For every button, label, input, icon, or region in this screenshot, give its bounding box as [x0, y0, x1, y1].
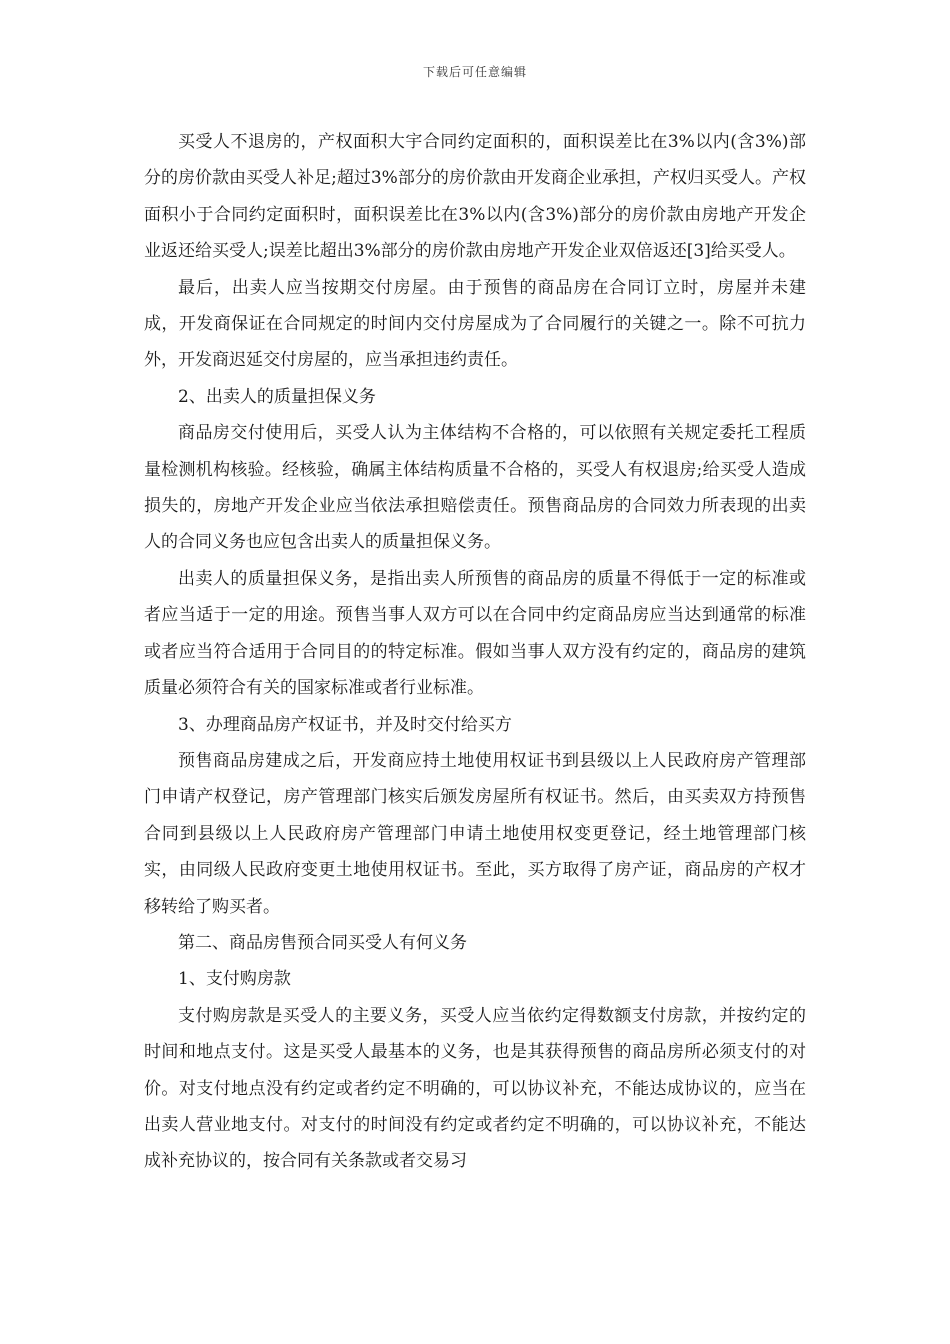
section-heading-quality-guarantee: 2、出卖人的质量担保义务 — [178, 386, 376, 407]
paragraph-structure-inspection: 商品房交付使用后，买受人认为主体结构不合格的，可以依照有关规定委托工程质量检测机构核验。经核验，确属主体结构质量不合格的，买受人有权退房;给买受人造成损失的，房地产开发企业应当依法承担赔偿责任。预售商品房的合同效力所表现的出卖人的合同义务也应包含出卖人的质量担保义务。 — [144, 423, 806, 553]
paragraph-quality-standard: 出卖人的质量担保义务，是指出卖人所预售的商品房的质量不得低于一定的标准或者应当适于一定的用途。预售当事人双方可以在合同中约定商品房应当达到通常的标准或者应当符合适用于合同目的的特定标准。假如当事人双方没有约定的，商品房的建筑质量必须符合有关的国家标准或者行业标准。 — [144, 568, 806, 699]
section-heading-property-certificate: 3、办理商品房产权证书，并及时交付给买方 — [178, 714, 512, 735]
section-heading-buyer-obligations: 第二、商品房售预合同买受人有何义务 — [178, 932, 467, 953]
page-header: 下载后可任意编辑 — [422, 65, 527, 79]
paragraph-payment-terms: 支付购房款是买受人的主要义务，买受人应当依约定得数额支付房款，并按约定的时间和地点支付。这是买受人最基本的义务，也是其获得预售的商品房所必须支付的对价。对支付地点没有约定或者约定不明确的，可以协议补充，不能达成协议的，应当在出卖人营业地支付。对支付的时间没有约定或者约定不明确的，可以协议补充，不能达成补充协议的，按合同有关条款或者交易习 — [144, 1005, 806, 1172]
document-body — [144, 124, 806, 1180]
paragraph-property-registration: 预售商品房建成之后，开发商应持土地使用权证书到县级以上人民政府房产管理部门申请产权登记，房产管理部门核实后颁发房屋所有权证书。然后，由买卖双方持预售合同到县级以上人民政府房产管理部门申请土地使用权变更登记，经土地管理部门核实，由同级人民政府变更土地使用权证书。至此，买方取得了房产证，商品房的产权才移转给了购买者。 — [144, 750, 806, 917]
paragraph-delivery-on-time: 最后，出卖人应当按期交付房屋。由于预售的商品房在合同订立时，房屋并未建成，开发商保证在合同规定的时间内交付房屋成为了合同履行的关键之一。除不可抗力外，开发商迟延交付房屋的，应当承担违约责任。 — [144, 277, 806, 371]
paragraph-area-error-refund: 买受人不退房的，产权面积大宇合同约定面积的，面积误差比在3%以内(含3%)部分的房价款由买受人补足;超过3%部分的房价款由开发商企业承担，产权归买受人。产权面积小于合同约定面积时，面积误差比在3%以内(含3%)部分的房价款由房地产开发企业返还给买受人;误差比超出3%部分的房价款由房地产开发企业双倍返还[3]给买受人。 — [144, 132, 806, 262]
section-heading-pay-purchase: 1、支付购房款 — [178, 969, 291, 990]
